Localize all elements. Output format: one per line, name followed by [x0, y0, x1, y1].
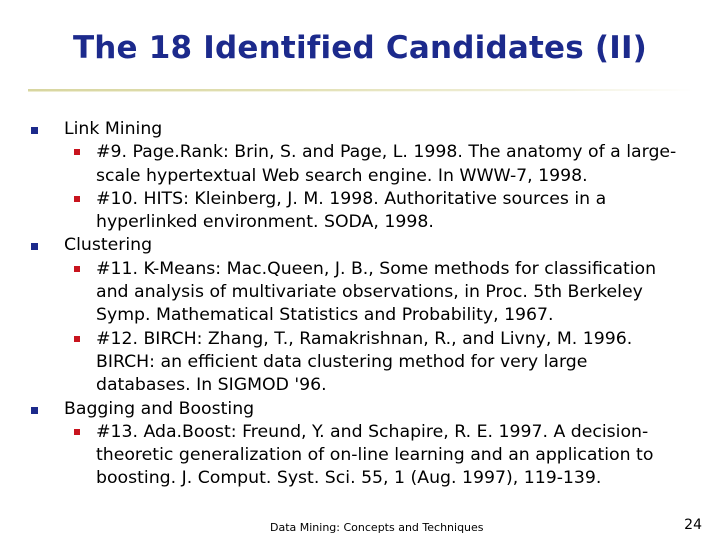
square-bullet-icon [31, 243, 38, 250]
section-link-mining [0, 118, 720, 141]
title-divider-shadow [28, 91, 588, 92]
candidate-text: #12. BIRCH: Zhang, T., Ramakrishnan, R., and Livny, M. 1996. BIRCH: an efficient data clustering method for very large databases. In SIGMOD '96. [96, 328, 633, 396]
square-bullet-icon [74, 196, 80, 202]
candidate-text: #9. Page.Rank: Brin, S. and Page, L. 1998. The anatomy of a large-scale hypertextual Web search engine. In WWW-7, 1998. [96, 142, 677, 186]
square-bullet-icon [74, 266, 80, 272]
candidate-item [0, 328, 720, 398]
square-bullet-icon [74, 149, 80, 155]
square-bullet-icon [74, 429, 80, 435]
candidate-item [0, 258, 720, 328]
section-heading: Link Mining [64, 119, 163, 139]
square-bullet-icon [31, 127, 38, 134]
candidate-item [0, 188, 720, 235]
section-heading: Bagging and Boosting [64, 398, 255, 419]
square-bullet-icon [31, 407, 38, 414]
candidate-text: #11. K-Means: Mac.Queen, J. B., Some methods for classification and analysis of multivariate observations, in Proc. 5th Berkeley Symp. Mathematical Statistics and Probability, 1967. [96, 258, 657, 326]
candidate-text: #13. Ada.Boost: Freund, Y. and Schapire, R. E. 1997. A decision-theoretic generalization of on-line learning and an application to boosting. J. Comput. Syst. Sci. 55, 1 (Aug. 1997), 119-139. [96, 421, 654, 489]
slide-title: The 18 Identified Candidates (II) [72, 30, 648, 66]
section-bagging-boosting [0, 398, 720, 421]
candidate-item [0, 421, 720, 491]
slide-body [0, 118, 720, 491]
page-number: 24 [684, 517, 702, 533]
slide-footer: Data Mining: Concepts and Techniques [270, 521, 484, 534]
square-bullet-icon [74, 336, 80, 342]
section-heading: Clustering [64, 235, 153, 256]
candidate-text: #10. HITS: Kleinberg, J. M. 1998. Authoritative sources in a hyperlinked environment. SODA, 1998. [96, 188, 607, 233]
candidate-item [0, 141, 720, 188]
section-clustering [0, 234, 720, 257]
